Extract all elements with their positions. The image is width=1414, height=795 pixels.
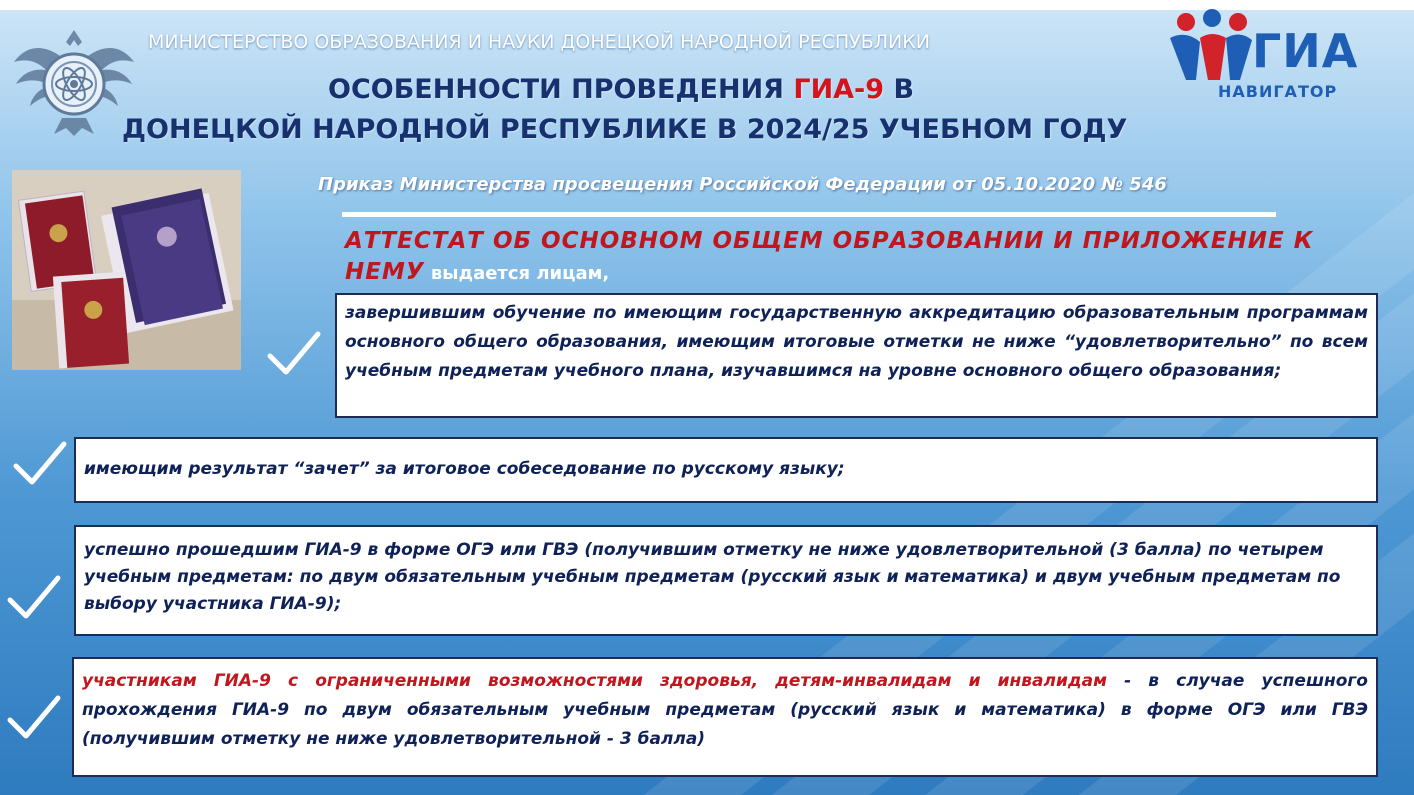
checkmark-icon <box>266 330 322 378</box>
page-title-line1 <box>328 74 914 105</box>
criterion-4-highlight: участникам ГИА-9 с ограниченными возможностями здоровья, детям-инвалидам и инвалидам <box>82 671 1107 691</box>
logo-subtitle: НАВИГАТОР <box>1218 82 1338 101</box>
checkmark-icon <box>12 440 68 488</box>
ministry-name: МИНИСТЕРСТВО ОБРАЗОВАНИЯ И НАУКИ ДОНЕЦКОЙ НАРОДНОЙ РЕСПУБЛИКИ <box>148 31 930 53</box>
checkmark-icon <box>6 694 62 742</box>
section-heading <box>345 226 1335 289</box>
heading-tail: выдается лицам, <box>424 263 610 284</box>
page-title-line2: ДОНЕЦКОЙ НАРОДНОЙ РЕСПУБЛИКЕ В 2024/25 УЧЕБНОМ ГОДУ <box>122 114 1128 145</box>
criterion-4-text: - в случае успешного прохождения ГИА-9 по двум обязательным учебным предметам (русский язык и математика) в форме ОГЭ или ГВЭ (получившим отметку не ниже удовлетворительной - 3 балла) <box>82 671 1368 749</box>
criterion-box-1: завершившим обучение по имеющим государственную аккредитацию образовательным программам основного общего образования, имеющим итоговые отметки не ниже “удовлетворительно” по всем учебным предметам учебного плана, изучавшимся на уровне основного общего образования; <box>335 293 1378 418</box>
title-suffix: В <box>884 74 915 105</box>
certificates-photo <box>12 170 241 370</box>
criterion-box-4 <box>72 657 1378 777</box>
divider-line <box>342 212 1276 217</box>
criterion-box-2: имеющим результат “зачет” за итоговое собеседование по русскому языку; <box>74 437 1378 503</box>
decree-reference: Приказ Министерства просвещения Российской Федерации от 05.10.2020 № 546 <box>318 174 1167 195</box>
criterion-box-3: успешно прошедшим ГИА-9 в форме ОГЭ или ГВЭ (получившим отметку не ниже удовлетворительной (3 балла) по четырем учебным предметам: по двум обязательным учебным предметам (русский язык и математика) и двум учебным предметам по выбору участника ГИА-9); <box>74 525 1378 636</box>
title-highlight: ГИА-9 <box>793 74 885 105</box>
logo-text: ГИА <box>1252 24 1359 78</box>
emblem-icon <box>10 22 138 140</box>
checkmark-icon <box>6 574 62 622</box>
title-prefix: ОСОБЕННОСТИ ПРОВЕДЕНИЯ <box>328 74 794 105</box>
heading-main: АТТЕСТАТ ОБ ОСНОВНОМ ОБЩЕМ ОБРАЗОВАНИИ И ПРИЛОЖЕНИЕ К НЕМУ <box>345 228 1314 285</box>
